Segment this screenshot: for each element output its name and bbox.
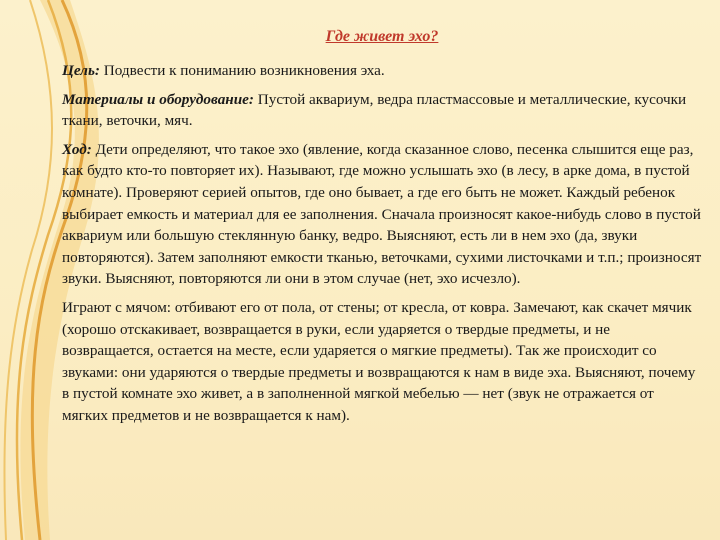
document-body bbox=[62, 28, 702, 434]
ball-game-paragraph: Играют с мячом: отбивают его от пола, от стены; от кресла, от ковра. Замечают, как скачет мячик (хорошо отскакивает, возвращается в руки, если ударяется о твердые предметы, и не возвращается, остается на месте, если ударяется о мягкие предметы). Так же происходит со звуками: они ударяются о твердые предметы и возвращаются к нам в виде эха. Выясняют, почему в пустой комнате эхо живет, а в заполненной мягкой мебелью — нет (звук не отражается от мягких предметов и не возвращается к нам). bbox=[62, 298, 696, 424]
goal-label: Цель: bbox=[62, 62, 100, 79]
materials-text: Пустой аквариум, ведра пластмассовые и металлические, кусочки ткани, веточки, мяч. bbox=[62, 90, 687, 130]
materials-paragraph bbox=[62, 89, 702, 132]
goal-paragraph bbox=[62, 60, 702, 82]
materials-label: Материалы и оборудование: bbox=[62, 90, 254, 108]
goal-text: Подвести к пониманию возникновения эха. bbox=[103, 62, 385, 79]
procedure-text: Дети определяют, что такое эхо (явление, когда сказанное слово, песенка слышится еще раз, как будто кто-то повторяет их). Называют, где можно услышать эхо (в лесу, в арке дома, в пустой комнате). Проверяют серией опытов, где оно бывает, а где его быть не может. Каждый ребенок выбирает емкость и материал для ее заполнения. Сначала произносят какое-нибудь слово в пустой аквариум или большую стеклянную банку, ведро. Выясняют, есть ли в нем эхо (да, звуки повторяются). Затем заполняют емкости тканью, веточками, сухими листочками и т.п.; произносят звуки. Выясняют, повторяются ли они в этом случае (нет, эхо исчезло). bbox=[62, 140, 702, 288]
procedure-label: Ход: bbox=[62, 140, 92, 158]
page-title: Где живет эхо? bbox=[325, 28, 439, 45]
procedure-paragraph bbox=[62, 139, 702, 290]
